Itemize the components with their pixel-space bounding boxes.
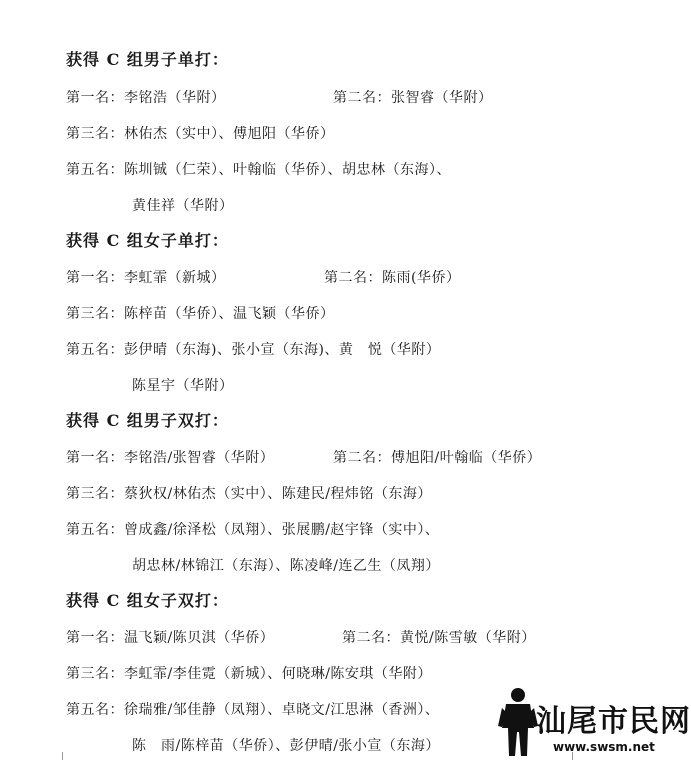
- result-line-second: 第二名：傅旭阳/叶翰临（华侨）: [333, 450, 542, 466]
- result-line-first: 第一名：李虹霏（新城）: [66, 270, 226, 286]
- section-title-boys-doubles: 获得 C 组男子双打：: [66, 411, 229, 430]
- watermark-url: www.swsm.net: [553, 740, 655, 754]
- result-line-third: 第三名：林佑杰（实中）、傅旭阳（华侨）: [66, 126, 335, 142]
- result-line-fifth: 第五名：曾成鑫/徐泽松（凤翔）、张展鹏/赵宇锋（实中）、: [66, 522, 440, 538]
- result-line-fifth: 第五名：彭伊晴（东海)、张小宣（东海)、黄 悦（华附）: [66, 342, 441, 358]
- result-line-first: 第一名：李铭浩（华附）: [66, 90, 226, 106]
- result-line-fifth-continued: 陈 雨/陈梓苗（华侨）、彭伊晴/张小宣（东海）: [132, 738, 440, 754]
- result-line-second: 第二名：陈雨(华侨）: [324, 270, 461, 286]
- section-title-girls-doubles: 获得 C 组女子双打：: [66, 591, 229, 610]
- result-line-third: 第三名：蔡狄权/林佑杰（实中）、陈建民/程炜铭（东海）: [66, 486, 432, 502]
- result-line-fifth-continued: 黄佳祥（华附）: [132, 198, 234, 214]
- result-line-fifth-continued: 陈星宇（华附）: [132, 378, 234, 394]
- result-line-fifth: 第五名：徐瑞雅/邹佳静（凤翔）、卓晓文/江思淋（香洲）、: [66, 702, 440, 718]
- result-line-fifth-continued: 胡忠林/林锦江（东海）、陈凌峰/连乙生（凤翔）: [132, 558, 440, 574]
- watermark-logo-text: 汕尾市民网: [536, 704, 691, 739]
- result-line-second: 第二名：张智睿（华附）: [333, 90, 493, 106]
- section-title-girls-singles: 获得 C 组女子单打：: [66, 231, 229, 250]
- result-line-first: 第一名：温飞颖/陈贝淇（华侨）: [66, 630, 275, 646]
- page-corner-mark: [54, 752, 63, 760]
- result-line-third: 第三名：李虹霏/李佳霓（新城）、何晓琳/陈安琪（华附）: [66, 666, 432, 682]
- result-line-second: 第二名：黄悦/陈雪敏（华附）: [342, 630, 536, 646]
- result-line-first: 第一名：李铭浩/张智睿（华附）: [66, 450, 275, 466]
- section-title-boys-singles: 获得 C 组男子单打：: [66, 50, 229, 69]
- result-line-fifth: 第五名：陈圳铖（仁荣）、叶翰临（华侨）、胡忠林（东海）、: [66, 162, 451, 178]
- result-line-third: 第三名：陈梓苗（华侨）、温飞颖（华侨）: [66, 306, 335, 322]
